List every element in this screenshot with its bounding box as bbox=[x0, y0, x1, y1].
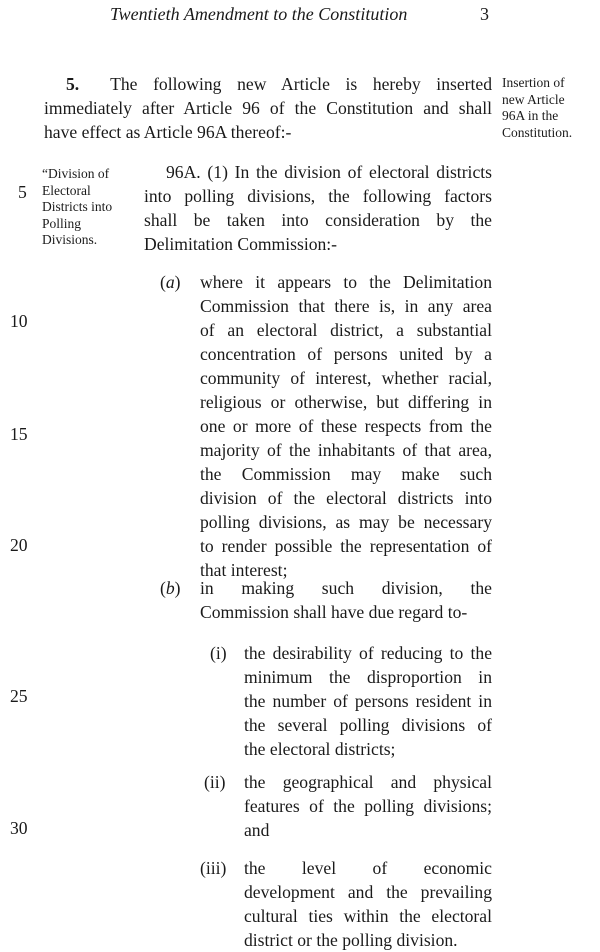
sub-item-i-text: the desirability of reducing to the minimum the disproportion in the number of persons resident in the several polling divisions of the electoral districts; bbox=[244, 643, 492, 759]
page-number: 3 bbox=[480, 4, 489, 24]
sub-item-ii-text: the geographical and physical features of the polling divisions; and bbox=[244, 772, 492, 840]
line-number: 25 bbox=[10, 686, 28, 706]
line-number: 10 bbox=[10, 311, 28, 331]
margin-note-division: “Division of Electoral Districts into Polling Divisions. bbox=[42, 166, 113, 248]
running-header: Twentieth Amendment to the Constitution bbox=[110, 4, 408, 24]
item-b-label: (b) bbox=[160, 578, 181, 598]
article-96a-1: 96A. (1) In the division of electoral districts into polling divisions, the following factors shall be taken into consideration by the Delimitation Commission:- bbox=[144, 162, 492, 254]
sub-item-ii-label: (ii) bbox=[204, 772, 226, 792]
section-5-line-2: immediately after Article 96 of the Constitution and shall bbox=[44, 98, 492, 118]
margin-note-insertion: Insertion of new Article 96A in the Constitution. bbox=[502, 75, 573, 140]
section-5 bbox=[44, 72, 492, 144]
sub-item-i-label: (i) bbox=[210, 643, 227, 663]
sub-item-iii-text: the level of economic development and the prevailing cultural ties within the electoral district or the polling division. bbox=[244, 858, 492, 950]
line-number: 15 bbox=[10, 424, 28, 444]
section-5-line-1: 5. The following new Article is hereby inserted bbox=[66, 74, 492, 94]
line-number: 20 bbox=[10, 535, 28, 555]
sub-item-iii-label: (iii) bbox=[200, 858, 227, 878]
item-a-label: (a) bbox=[160, 272, 181, 292]
item-b-text: in making such division, the Commission shall have due regard to- bbox=[200, 578, 492, 622]
section-5-line-3: have effect as Article 96A thereof:- bbox=[44, 122, 292, 142]
line-number: 5 bbox=[18, 182, 27, 202]
section-number: 5. bbox=[66, 74, 80, 94]
item-a-text: where it appears to the Delimitation Commission that there is, in any area of an electoral district, a substantial concentration of persons united by a community of interest, whether racial, religious or otherwise, but differing in one or more of these respects from the majority of the inhabitants of that area, the Commission may make such division of the electoral districts into polling divisions, as may be necessary to render possible the representation of that interest; bbox=[200, 272, 492, 580]
line-number: 30 bbox=[10, 818, 28, 838]
